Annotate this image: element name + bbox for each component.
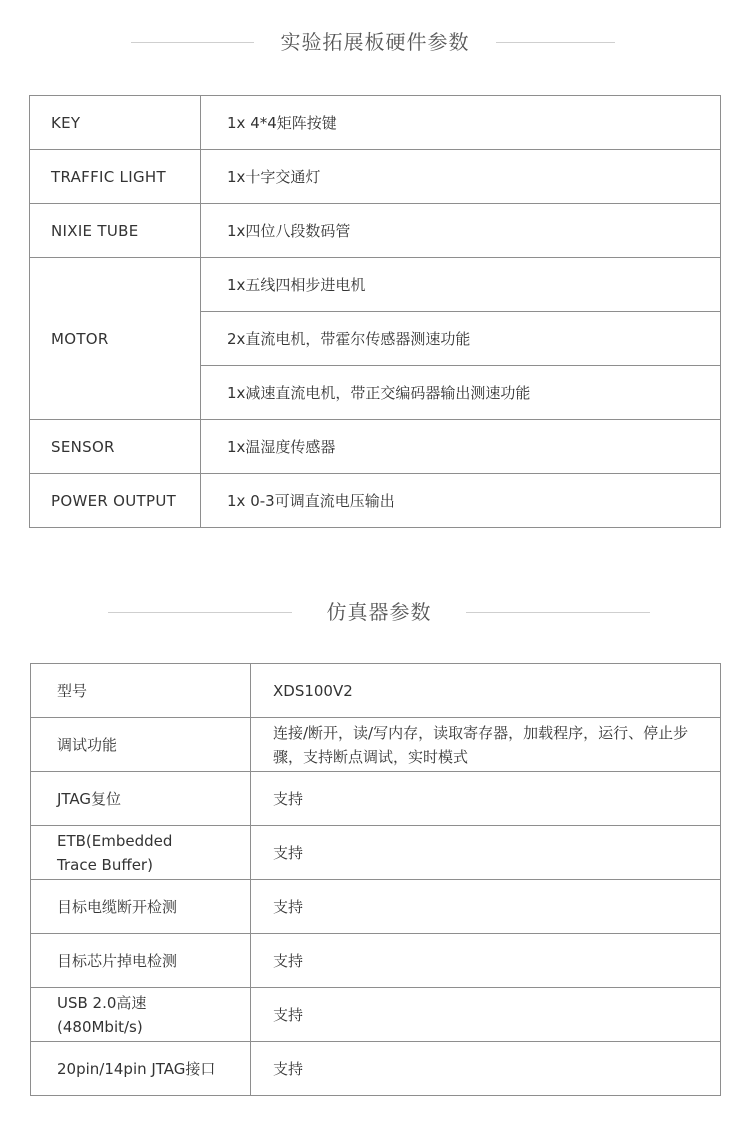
table-row [31,880,721,934]
spec-value: 连接/断开，读/写内存，读取寄存器，加载程序，运行、停止步骤，支持断点调试，实时模式 [251,718,721,772]
title-divider-right [496,42,615,43]
spec-value: 1x十字交通灯 [201,150,721,204]
spec-key: ETB(Embedded Trace Buffer) [31,826,251,880]
table-row [31,772,721,826]
table-row [30,474,721,528]
spec-value: 1x五线四相步进电机 [201,258,721,312]
table-row [31,988,721,1042]
emulator-section-title: 仿真器参数 [326,600,432,624]
spec-key: POWER OUTPUT [30,474,201,528]
spec-value: 支持 [251,772,721,826]
spec-key: 目标电缆断开检测 [31,880,251,934]
table-row [30,96,721,150]
hardware-section-title: 实验拓展板硬件参数 [280,30,470,54]
table-row [30,420,721,474]
spec-value: 1x四位八段数码管 [201,204,721,258]
table-row [30,258,721,312]
hardware-section-header [0,22,750,62]
spec-key: 目标芯片掉电检测 [31,934,251,988]
spec-key: USB 2.0高速(480Mbit/s) [31,988,251,1042]
spec-value: 1x减速直流电机，带正交编码器输出测速功能 [201,366,721,420]
title-divider-right [466,612,650,613]
spec-value: 支持 [251,988,721,1042]
spec-value: 1x 0-3可调直流电压输出 [201,474,721,528]
spec-key: SENSOR [30,420,201,474]
hardware-spec-table [29,95,721,528]
title-divider-left [108,612,292,613]
spec-value: 1x温湿度传感器 [201,420,721,474]
spec-value: 支持 [251,934,721,988]
spec-value: XDS100V2 [251,664,721,718]
emulator-section-header [0,592,750,632]
spec-value: 支持 [251,880,721,934]
spec-key: NIXIE TUBE [30,204,201,258]
spec-key: JTAG复位 [31,772,251,826]
spec-key: MOTOR [30,258,201,420]
table-row [31,1042,721,1096]
table-row [30,150,721,204]
table-row [31,826,721,880]
spec-value: 2x直流电机，带霍尔传感器测速功能 [201,312,721,366]
spec-key: 型号 [31,664,251,718]
spec-key: 20pin/14pin JTAG接口 [31,1042,251,1096]
title-divider-left [131,42,254,43]
spec-key: KEY [30,96,201,150]
spec-value: 支持 [251,1042,721,1096]
table-row [31,934,721,988]
spec-key: 调试功能 [31,718,251,772]
spec-key: TRAFFIC LIGHT [30,150,201,204]
table-row [31,718,721,772]
table-row [31,664,721,718]
spec-value: 支持 [251,826,721,880]
emulator-spec-table [30,663,721,1096]
spec-value: 1x 4*4矩阵按键 [201,96,721,150]
table-row [30,204,721,258]
